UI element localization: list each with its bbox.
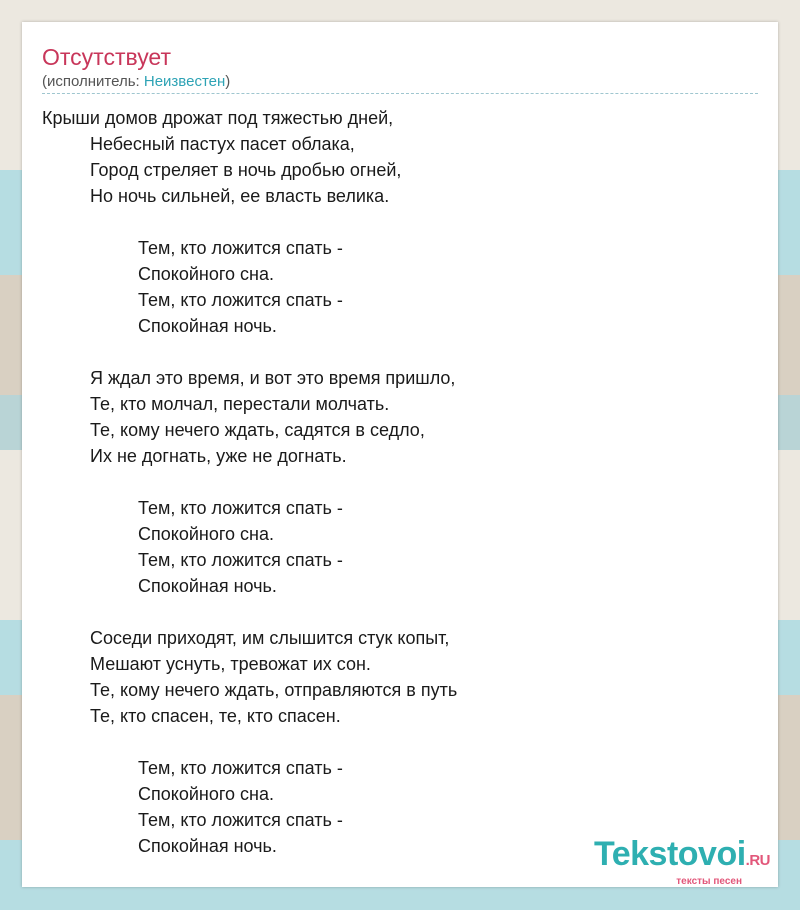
lyric-line: Тем, кто ложится спать - [138, 290, 343, 310]
logo-tld: .RU [745, 852, 770, 869]
stanza-break [42, 729, 758, 755]
artist-prefix: (исполнитель: [42, 73, 144, 90]
lyric-line: Соседи приходят, им слышится стук копыт, [90, 628, 450, 648]
lyric-line: Я ждал это время, и вот это время пришло, [90, 368, 456, 388]
artist-link[interactable]: Неизвестен [143, 73, 226, 90]
lyric-line: Но ночь сильней, ее власть велика. [90, 186, 390, 206]
lyric-line: Тем, кто ложится спать - [138, 498, 343, 518]
lyric-line: Тем, кто ложится спать - [138, 810, 343, 830]
logo-name: Tekstovoi [593, 835, 746, 873]
artist-suffix: ) [225, 73, 231, 90]
lyric-line: Те, кому нечего ждать, садятся в седло, [90, 420, 425, 440]
logo-wordmark [594, 837, 770, 878]
lyric-line: Тем, кто ложится спать - [138, 238, 343, 258]
dashed-divider [42, 93, 758, 94]
lyric-line: Тем, кто ложится спать - [138, 550, 343, 570]
lyric-line: Те, кто спасен, те, кто спасен. [90, 706, 341, 726]
lyric-line: Крыши домов дрожат под тяжестью дней, [42, 108, 394, 128]
lyric-line: Те, кто молчал, перестали молчать. [90, 394, 390, 414]
lyric-line: Город стреляет в ночь дробью огней, [90, 160, 402, 180]
site-logo[interactable] [594, 837, 770, 887]
logo-tagline: тексты песен [676, 876, 742, 887]
lyric-line: Спокойного сна. [138, 264, 274, 284]
lyric-line: Спокойного сна. [138, 524, 274, 544]
stanza-break [42, 599, 758, 625]
lyric-line: Спокойная ночь. [138, 576, 277, 596]
lyric-line: Спокойная ночь. [138, 316, 277, 336]
song-title: Отсутствует [42, 44, 171, 70]
stanza-break [42, 209, 758, 235]
lyric-line: Их не догнать, уже не догнать. [90, 446, 347, 466]
lyric-line: Мешают уснуть, тревожат их сон. [90, 654, 371, 674]
stanza-break [42, 339, 758, 365]
lyrics-body [42, 105, 758, 859]
lyric-line: Те, кому нечего ждать, отправляются в путь [90, 680, 458, 700]
lyric-line: Тем, кто ложится спать - [138, 758, 343, 778]
stanza-break [42, 469, 758, 495]
lyric-line: Спокойная ночь. [138, 836, 277, 856]
lyrics-card [22, 22, 778, 887]
artist-line [42, 73, 230, 90]
lyric-line: Небесный пастух пасет облака, [90, 134, 355, 154]
lyric-line: Спокойного сна. [138, 784, 274, 804]
